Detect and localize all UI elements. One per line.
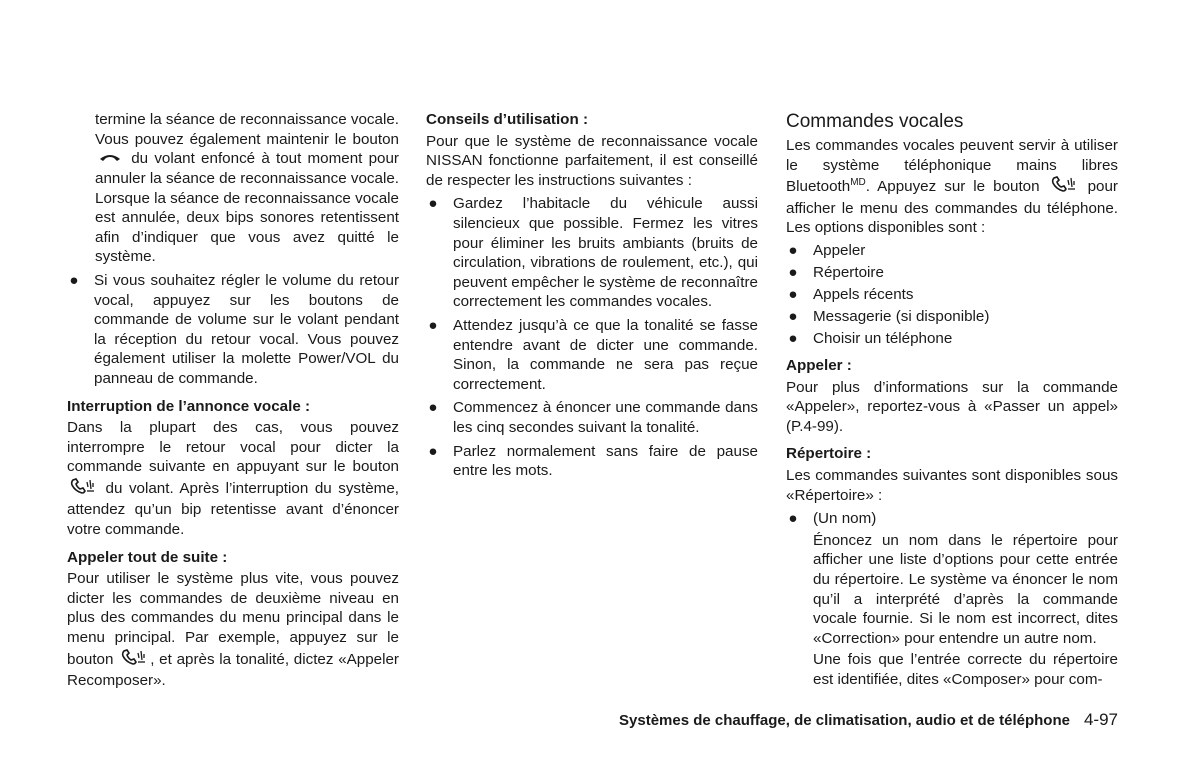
bullet: ● [788, 241, 798, 259]
bullet: ● [788, 285, 798, 303]
bullet: ● [788, 307, 798, 325]
appeler-tout-text: Pour utiliser le système plus vite, vous pouvez dicter les commandes de deuxième niveau en plus des commandes du menu principal dans le menu principal. Par exemple, appuyez sur le bouton [67, 570, 399, 668]
repertoire-paragraph: Les commandes suivantes sont disponibles sous «Répertoire» : [786, 466, 1118, 504]
un-nom-paragraph-2: Une fois que l’entrée correcte du répertoire est identifiée, dites «Composer» pour com- [813, 651, 1118, 688]
section-title: Commandes vocales [786, 111, 964, 132]
option-label: (Un nom) [813, 510, 877, 528]
bullet: ● [788, 329, 798, 347]
bullet-text: Gardez l’habitacle du véhicule aussi silencieux que possible. Fermez les vitres pour éliminer les bruits ambiants (bruits de circulation, vibrations de roulement, etc.), qui peuvent empêcher le système de reconnaître correctement les commandes vocales. [453, 195, 758, 311]
interruption-heading: Interruption de l’annonce vocale : [67, 397, 311, 415]
page-footer [619, 710, 1118, 730]
continued-text-after-icon: du volant enfoncé à tout moment pour annuler la séance de reconnaissance vocale. Lorsque la séance de reconnaissance vocale est annulée, deux bips sonores retentissent afin d’indiquer que vous avez quitté le système. [95, 150, 399, 266]
bullet-text: Commencez à énoncer une commande dans les cinq secondes suivant la tonalité. [453, 399, 758, 436]
continued-paragraph [67, 110, 399, 267]
phone-talk-icon [121, 648, 147, 672]
appeler-tout-paragraph [67, 569, 399, 691]
appeler-heading: Appeler : [786, 356, 852, 374]
option-label: Messagerie (si disponible) [813, 307, 990, 325]
bullet: ● [788, 263, 798, 281]
interruption-paragraph [67, 418, 399, 540]
bullet-text: Attendez jusqu’à ce que la tonalité se fasse entendre avant de dicter une commande. Sinon, la commande ne sera pas reçue correctement. [453, 316, 758, 393]
column-1 [67, 110, 399, 691]
list-item [786, 509, 1118, 529]
option-label: Répertoire [813, 263, 884, 281]
option-label: Choisir un téléphone [813, 329, 953, 347]
conseils-heading: Conseils d’utilisation : [426, 111, 589, 128]
bullet-text: Si vous souhaitez régler le volume du retour vocal, appuyez sur les boutons de commande de volume sur le volant pendant la réception du retour vocal. Vous pouvez également utiliser la molette Power/VOL du panneau de commande. [94, 271, 399, 387]
repertoire-heading: Répertoire : [786, 445, 872, 463]
continued-text: termine la séance de reconnaissance vocale. Vous pouvez également maintenir le bouton [95, 111, 399, 148]
phone-talk-icon [70, 477, 96, 501]
appeler-tout-heading: Appeler tout de suite : [67, 548, 228, 566]
appeler-paragraph: Pour plus d’informations sur la commande «Appeler», reportez-vous à «Passer un appel» (P.4-99). [786, 378, 1118, 435]
phone-talk-icon [1051, 175, 1077, 199]
bullet-text: Parlez normalement sans faire de pause entre les mots. [453, 442, 758, 480]
trademark-superscript: MD [850, 176, 866, 188]
list-item [426, 442, 758, 481]
option-label: Appeler [813, 241, 866, 259]
phone-hangup-icon [98, 149, 122, 169]
bullet: ● [428, 399, 438, 417]
interruption-text: Dans la plupart des cas, vous pouvez interrompre le retour vocal pour dicter la commande suivante en appuyant sur le bouton [67, 419, 399, 476]
list-item [426, 398, 758, 437]
bullet: ● [788, 510, 798, 528]
list-item [786, 307, 1118, 326]
list-item [786, 241, 1118, 260]
column-2 [426, 110, 758, 481]
list-item [426, 316, 758, 394]
option-label: Appels récents [813, 285, 914, 303]
column-3 [786, 110, 1118, 689]
interruption-text-after-icon: du volant. Après l’interruption du système, attendez qu’un bip retentisse avant d’énoncer votre commande. [67, 479, 399, 539]
commandes-intro [786, 136, 1118, 238]
list-item [786, 329, 1118, 348]
intro-text-after-icon: pour afficher le menu des commandes du téléphone. Les options disponibles sont : [786, 178, 1118, 237]
footer-section-title: Systèmes de chauffage, de climatisation, audio et de téléphone [619, 712, 1070, 729]
bullet: ● [428, 442, 438, 460]
appeler-tout-text-after-icon: , et après la tonalité, dictez «Appeler Recomposer». [67, 650, 399, 690]
bullet: ● [428, 316, 438, 334]
intro-text-mid: . Appuyez sur le bouton [865, 178, 1040, 195]
list-item [67, 271, 399, 389]
list-item [786, 285, 1118, 304]
bullet: ● [69, 271, 79, 289]
page-number: 4-97 [1083, 710, 1118, 729]
un-nom-paragraph-1: Énoncez un nom dans le répertoire pour afficher une liste d’options pour cette entrée du répertoire. Le système va énoncer le nom qu’il a interprété d’après la commande vocale fournie. Si le nom est incorrect, dites «Correction» pour entendre un autre nom. [813, 531, 1118, 647]
conseils-intro: Pour que le système de reconnaissance vocale NISSAN fonctionne parfaitement, il est conseillé de respecter les instructions suivantes : [426, 132, 758, 189]
bullet: ● [428, 195, 438, 213]
list-item [786, 263, 1118, 282]
intro-text: Les commandes vocales peuvent servir à utiliser le système téléphonique mains libres Bluetooth [786, 137, 1118, 195]
list-item [426, 194, 758, 312]
